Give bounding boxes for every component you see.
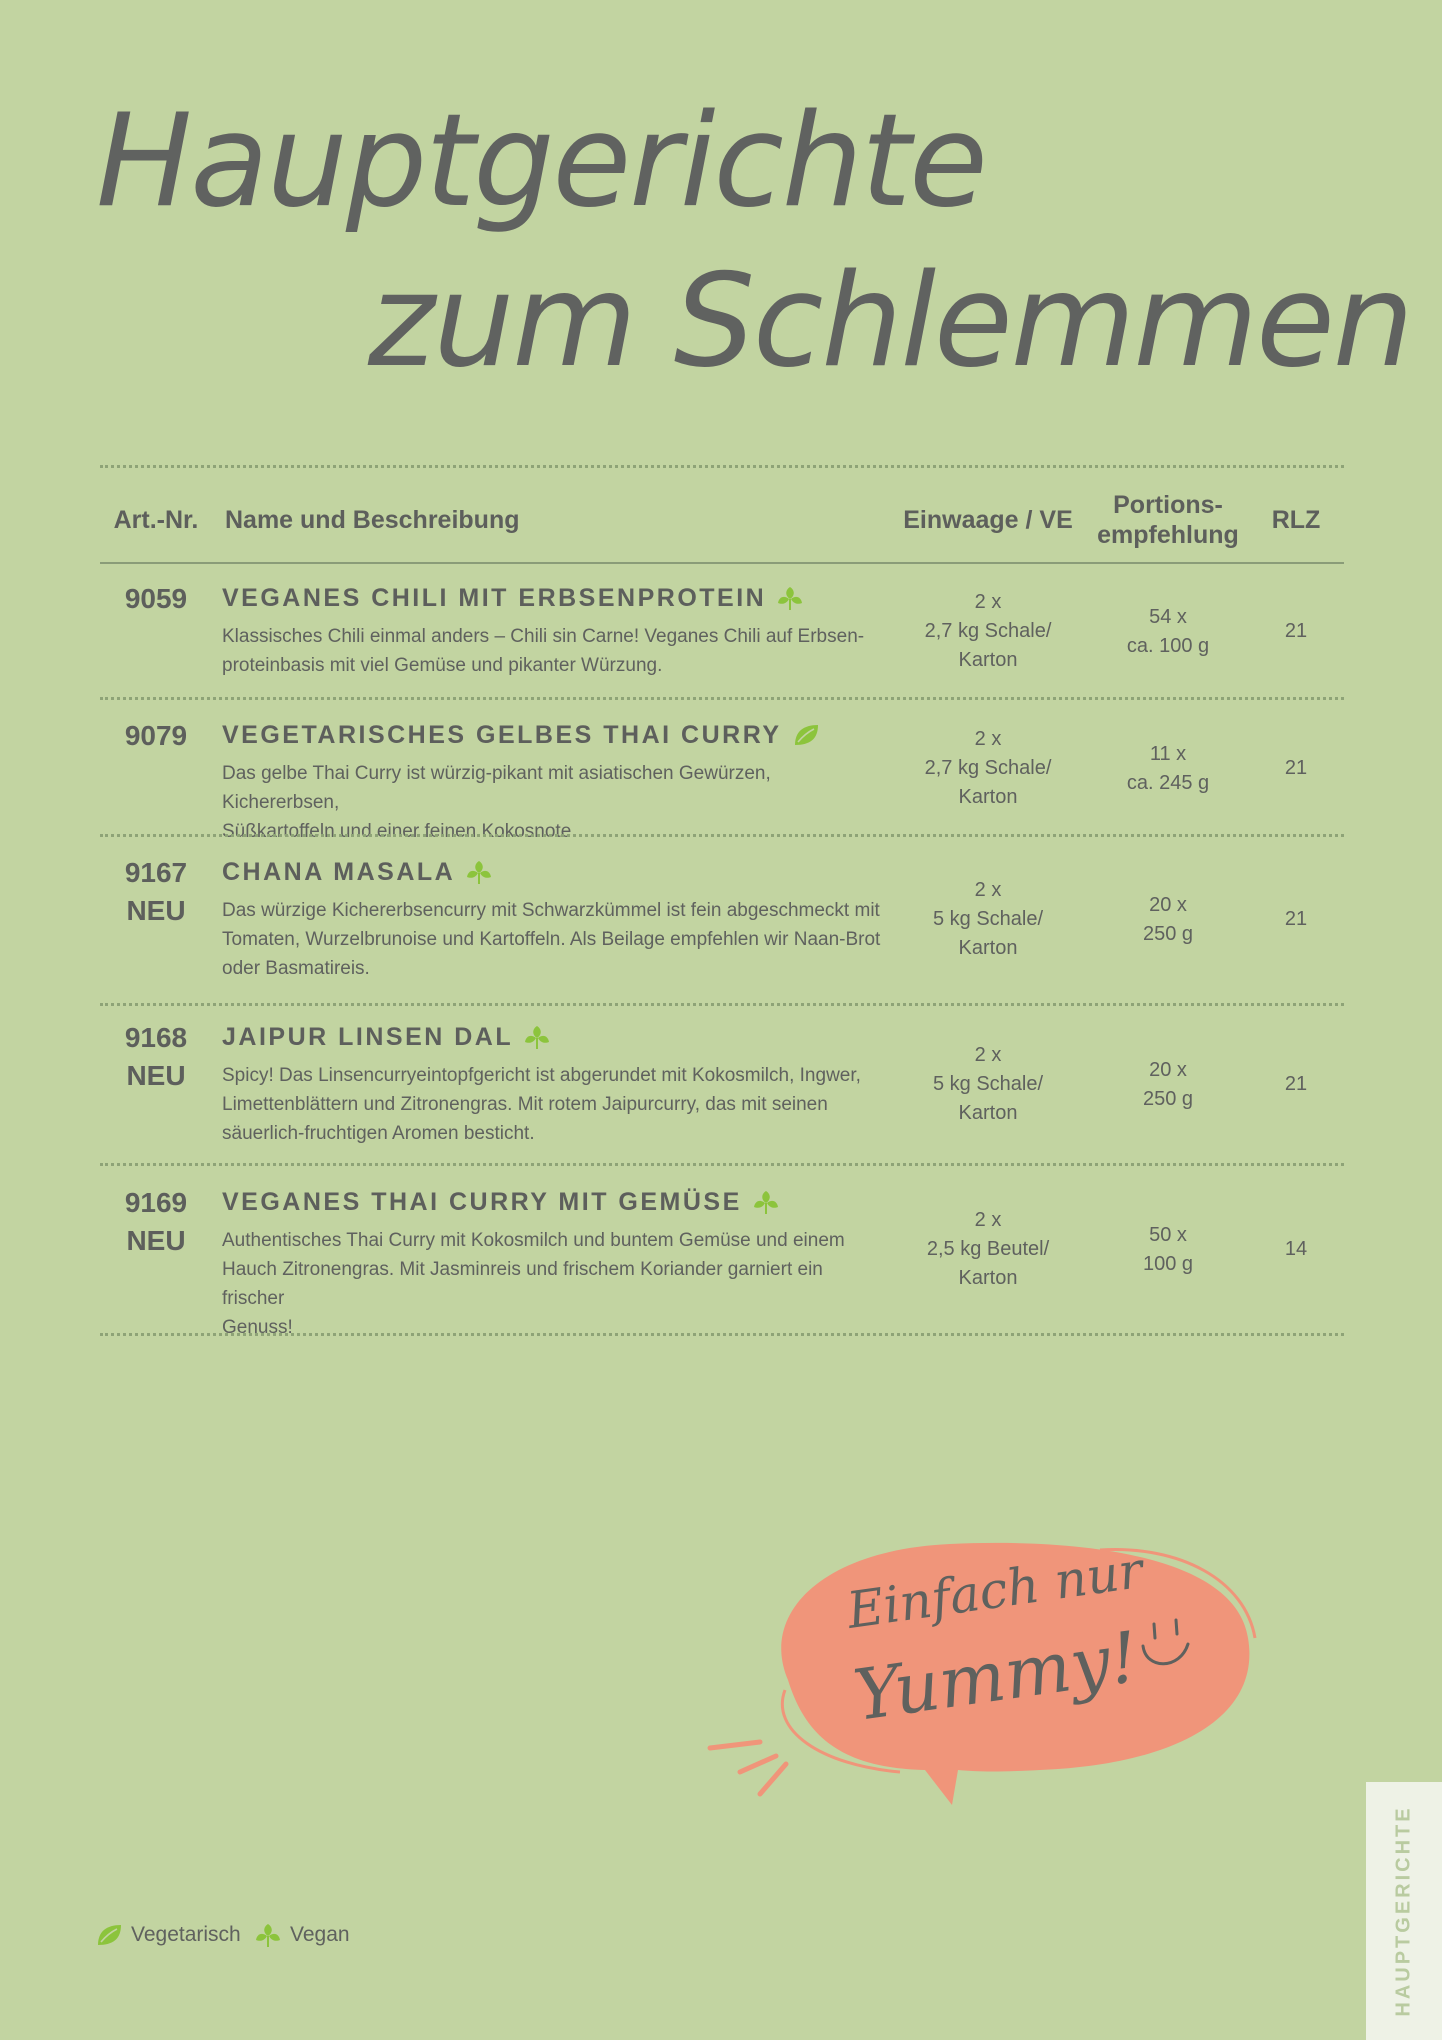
product-name: VEGETARISCHES GELBES THAI CURRY [222, 719, 820, 751]
rlz-value: 21 [1284, 757, 1308, 779]
header-rlz: RLZ [1271, 506, 1321, 534]
einwaage-value: 2 x 5 kg Schale/ Karton [932, 879, 1044, 959]
bubble-text-line-1: Einfach nur [843, 1541, 1147, 1640]
vegan-icon [523, 1023, 551, 1051]
rlz-value: 21 [1284, 1073, 1308, 1095]
article-number: 9059 [124, 583, 188, 614]
vegan-icon [752, 1188, 780, 1216]
portion-value: 54 x ca. 100 g [1126, 606, 1210, 657]
product-name: VEGANES CHILI MIT ERBSENPROTEIN [222, 582, 804, 614]
einwaage-value: 2 x 2,7 kg Schale/ Karton [924, 591, 1052, 671]
divider [100, 1163, 1344, 1166]
section-tab [1366, 1782, 1442, 2040]
product-name: CHANA MASALA [222, 856, 493, 888]
divider [100, 1333, 1344, 1336]
product-name: VEGANES THAI CURRY MIT GEMÜSE [222, 1186, 780, 1218]
title-line-1: Hauptgerichte [96, 87, 986, 236]
vegan-icon [254, 1921, 282, 1949]
vegetarian-icon [95, 1921, 123, 1949]
header-einwaage: Einwaage / VE [903, 506, 1073, 534]
legend-vegan [254, 1918, 350, 1952]
header-name: Name und Beschreibung [225, 505, 520, 534]
einwaage-value: 2 x 2,5 kg Beutel/ Karton [926, 1209, 1050, 1289]
article-number: 9168 NEU [124, 1022, 188, 1091]
article-number: 9167 NEU [124, 857, 188, 926]
product-name: JAIPUR LINSEN DAL [222, 1021, 551, 1053]
product-description: Das würzige Kichererbsencurry mit Schwarzkümmel ist fein abgeschmeckt mit Tomaten, Wurzelbrunoise und Kartoffeln. Als Beilage empfehlen wir Naan-Brot oder Basmatireis. [222, 900, 881, 979]
section-tab-label: HAUPTGERICHTE [1392, 1805, 1415, 2017]
vegan-icon [465, 858, 493, 886]
portion-value: 11 x ca. 245 g [1126, 743, 1210, 794]
header-portion: Portions- empfehlung [1097, 491, 1239, 549]
title-line-2: zum Schlemmen [368, 247, 1412, 396]
article-number: 9169 NEU [124, 1187, 188, 1256]
product-description: Das gelbe Thai Curry ist würzig-pikant mit asiatischen Gewürzen, Kichererbsen, Süßkartoffeln und einer feinen Kokosnote. [222, 763, 771, 842]
bubble-text-line-2: Yummy! [848, 1615, 1144, 1737]
product-description: Spicy! Das Linsencurryeintopfgericht ist abgerundet mit Kokosmilch, Ingwer, Limettenblättern und Zitronengras. Mit rotem Jaipurcurry, das mit seinen säuerlich-fruchtigen Aromen besticht. [222, 1065, 861, 1144]
einwaage-value: 2 x 5 kg Schale/ Karton [932, 1044, 1044, 1124]
product-description: Klassisches Chili einmal anders – Chili sin Carne! Veganes Chili auf Erbsen- proteinbasis mit viel Gemüse und pikanter Würzung. [222, 626, 865, 676]
legend-vegetarian [95, 1918, 241, 1952]
divider [100, 1003, 1344, 1006]
header-rule [100, 562, 1344, 564]
rlz-value: 21 [1284, 908, 1308, 930]
rlz-value: 21 [1284, 620, 1308, 642]
portion-value: 20 x 250 g [1142, 894, 1194, 945]
portion-value: 50 x 100 g [1142, 1224, 1194, 1275]
portion-value: 20 x 250 g [1142, 1059, 1194, 1110]
legend-label: Vegan [290, 1923, 350, 1946]
divider [100, 697, 1344, 700]
rlz-value: 14 [1284, 1238, 1308, 1260]
vegetarian-icon [792, 721, 820, 749]
product-description: Authentisches Thai Curry mit Kokosmilch und buntem Gemüse und einem Hauch Zitronengras. Mit Jasminreis und frischem Koriander garniert ein frischer Genuss! [222, 1230, 845, 1338]
speech-bubble [700, 1520, 1260, 1810]
einwaage-value: 2 x 2,7 kg Schale/ Karton [924, 728, 1052, 808]
vegan-icon [776, 584, 804, 612]
legend-label: Vegetarisch [131, 1923, 241, 1946]
page-title [0, 0, 1442, 420]
header-artnr: Art.-Nr. [113, 505, 199, 534]
divider [100, 465, 1344, 468]
article-number: 9079 [124, 720, 188, 751]
divider [100, 834, 1344, 837]
